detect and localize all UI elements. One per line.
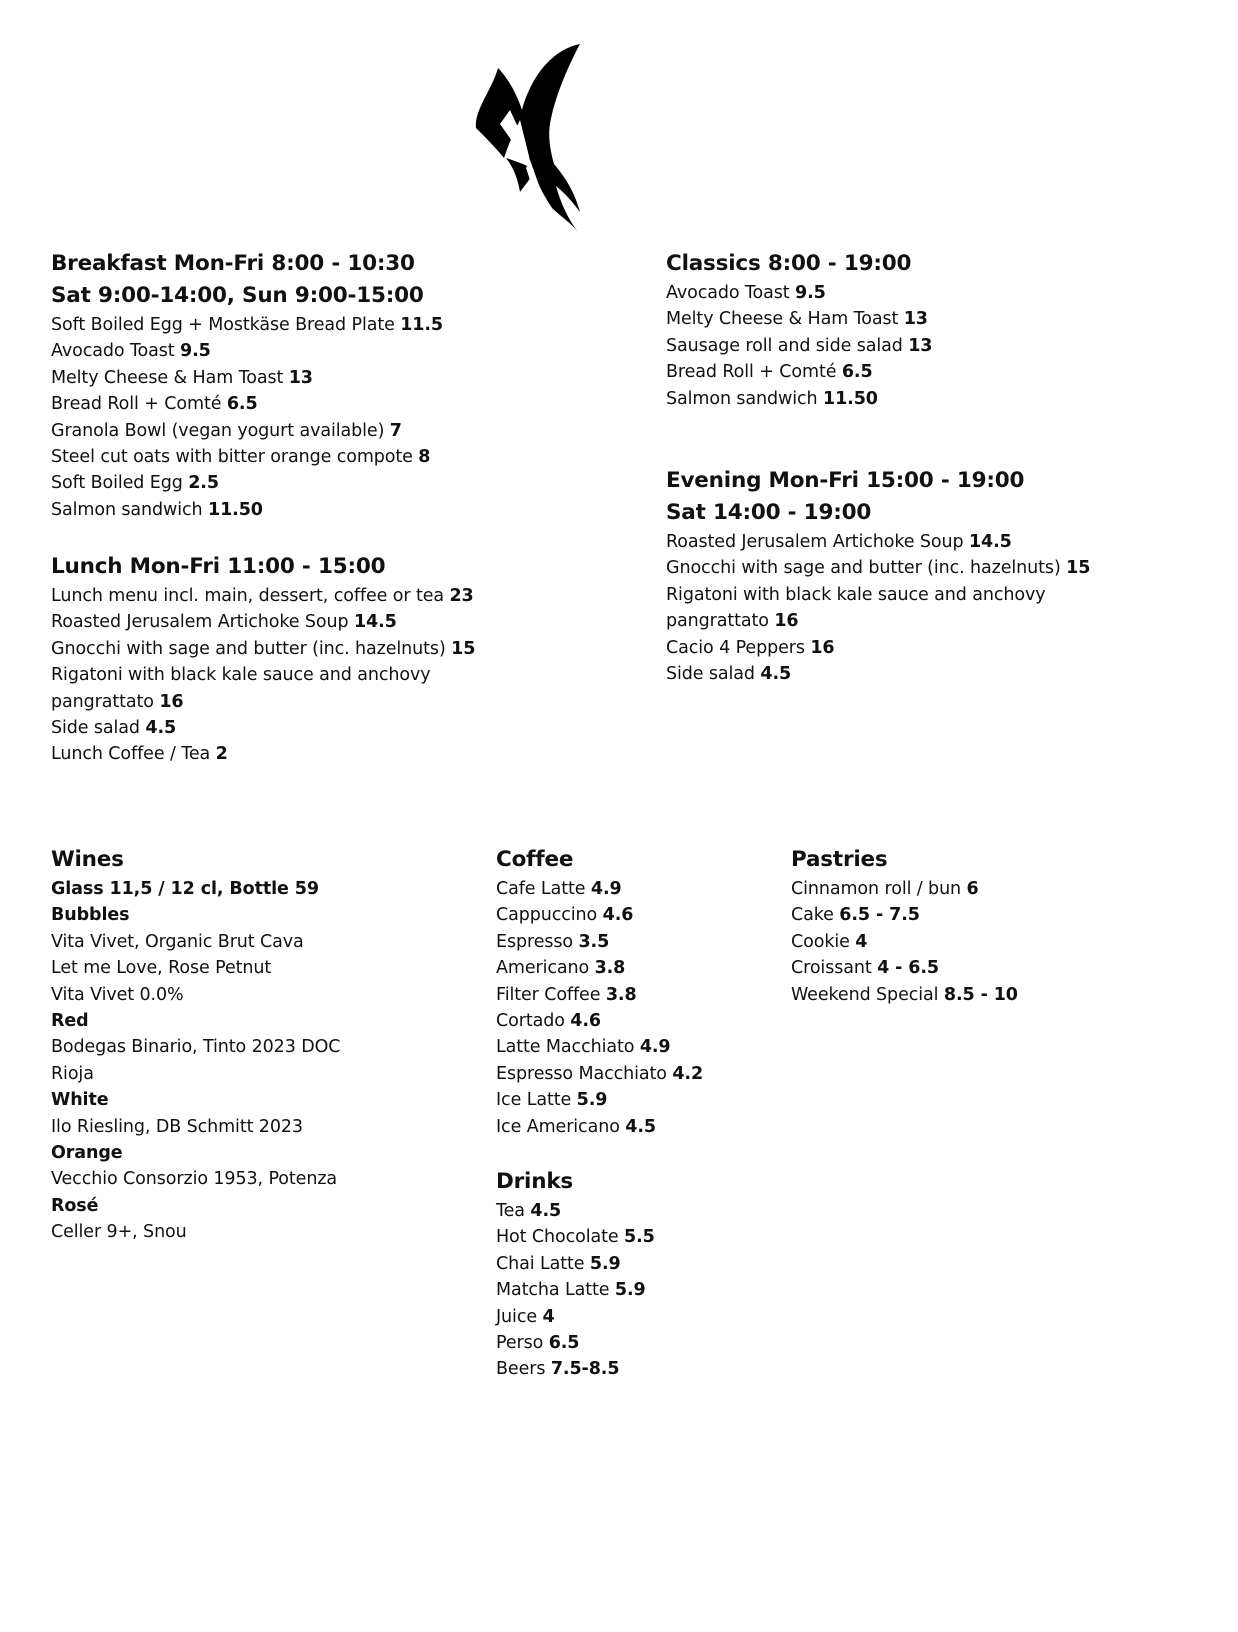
menu-item: Avocado Toast 9.5 xyxy=(51,341,211,362)
menu-item: Salmon sandwich 11.50 xyxy=(666,388,878,409)
menu-item: Juice 4 xyxy=(496,1306,555,1327)
menu-item: Side salad 4.5 xyxy=(666,664,792,685)
menu-item: Cake 6.5 - 7.5 xyxy=(791,905,920,926)
menu-item: Lunch menu incl. main, dessert, coffee or tea 23 xyxy=(51,586,474,606)
menu-item: Roasted Jerusalem Artichoke Soup 14.5 xyxy=(666,532,1012,552)
menu-item: Cappuccino 4.6 xyxy=(496,905,634,926)
classics-list xyxy=(666,280,932,412)
wine-item: Ilo Riesling, DB Schmitt 2023 xyxy=(51,1116,303,1137)
menu-item: Sausage roll and side salad 13 xyxy=(666,335,933,356)
menu-item: Cacio 4 Peppers 16 xyxy=(666,637,835,658)
wine-item: Vita Vivet, Organic Brut Cava xyxy=(51,931,304,952)
wine-category: White xyxy=(51,1090,109,1111)
evening-saturday-heading: Sat 14:00 - 19:00 xyxy=(666,500,872,525)
lunch-list xyxy=(51,583,475,768)
coffee-list xyxy=(496,876,703,1140)
menu-item: Espresso 3.5 xyxy=(496,931,610,952)
menu-item: Steel cut oats with bitter orange compote 8 xyxy=(51,447,431,468)
breakfast-list xyxy=(51,312,443,523)
menu-item: Cortado 4.6 xyxy=(496,1011,601,1032)
wine-category: Orange xyxy=(51,1143,123,1164)
menu-item: Bread Roll + Comté 6.5 xyxy=(666,362,873,383)
menu-item: Weekend Special 8.5 - 10 xyxy=(791,984,1018,1005)
menu-item: Croissant 4 - 6.5 xyxy=(791,958,940,979)
menu-item: Matcha Latte 5.9 xyxy=(496,1280,646,1301)
evening-heading: Evening Mon-Fri 15:00 - 19:00 xyxy=(666,468,1025,493)
menu-item: Beers 7.5-8.5 xyxy=(496,1359,620,1380)
menu-item: Side salad 4.5 xyxy=(51,718,177,739)
classics-section xyxy=(666,248,932,412)
menu-item: Avocado Toast 9.5 xyxy=(666,283,826,303)
drinks-heading: Drinks xyxy=(496,1169,574,1194)
menu-item: Ice Americano 4.5 xyxy=(496,1116,656,1137)
breakfast-heading: Breakfast Mon-Fri 8:00 - 10:30 xyxy=(51,251,415,276)
coffee-section xyxy=(496,844,703,1140)
wine-item: Rioja xyxy=(51,1063,94,1084)
menu-item: Bread Roll + Comté 6.5 xyxy=(51,394,258,415)
wine-item: Vita Vivet 0.0% xyxy=(51,984,184,1005)
menu-item: Rigatoni with black kale sauce and anchovy xyxy=(51,665,431,686)
menu-item: Perso 6.5 xyxy=(496,1333,580,1354)
menu-item: Lunch Coffee / Tea 2 xyxy=(51,744,228,765)
evening-list xyxy=(666,529,1090,687)
drinks-section xyxy=(496,1166,655,1383)
menu-item: pangrattato 16 xyxy=(51,691,184,712)
menu-item: Rigatoni with black kale sauce and anchovy xyxy=(666,584,1046,605)
pastries-section xyxy=(791,844,1018,1008)
menu-item: Melty Cheese & Ham Toast 13 xyxy=(666,309,928,330)
wines-heading: Wines xyxy=(51,847,124,872)
cafe-logo xyxy=(470,40,600,240)
wine-category: Rosé xyxy=(51,1195,99,1216)
lunch-heading: Lunch Mon-Fri 11:00 - 15:00 xyxy=(51,554,386,579)
drinks-list xyxy=(496,1198,655,1383)
menu-item: Melty Cheese & Ham Toast 13 xyxy=(51,367,313,388)
menu-item: Cafe Latte 4.9 xyxy=(496,879,622,899)
wine-category: Red xyxy=(51,1011,89,1032)
lunch-section xyxy=(51,551,475,768)
menu-item: Soft Boiled Egg 2.5 xyxy=(51,473,219,494)
menu-item: Cookie 4 xyxy=(791,931,868,952)
wine-item: Bodegas Binario, Tinto 2023 DOC xyxy=(51,1037,341,1058)
menu-item: Filter Coffee 3.8 xyxy=(496,984,637,1005)
menu-item: pangrattato 16 xyxy=(666,611,799,632)
menu-item: Tea 4.5 xyxy=(496,1201,562,1221)
menu-item: Espresso Macchiato 4.2 xyxy=(496,1063,704,1084)
wines-section xyxy=(51,844,340,1246)
menu-item: Gnocchi with sage and butter (inc. hazelnuts) 15 xyxy=(666,558,1091,579)
classics-heading: Classics 8:00 - 19:00 xyxy=(666,251,912,276)
menu-item: Chai Latte 5.9 xyxy=(496,1253,621,1274)
menu-item: Granola Bowl (vegan yogurt available) 7 xyxy=(51,420,402,441)
wine-item: Vecchio Consorzio 1953, Potenza xyxy=(51,1169,338,1190)
menu-item: Salmon sandwich 11.50 xyxy=(51,499,263,520)
breakfast-weekend-heading: Sat 9:00-14:00, Sun 9:00-15:00 xyxy=(51,283,424,308)
pastries-heading: Pastries xyxy=(791,847,888,872)
wines-list xyxy=(51,876,340,1246)
evening-section xyxy=(666,465,1090,687)
menu-item: Cinnamon roll / bun 6 xyxy=(791,879,979,899)
wine-item: Celler 9+, Snou xyxy=(51,1222,187,1243)
wine-category: Bubbles xyxy=(51,905,130,926)
menu-item: Hot Chocolate 5.5 xyxy=(496,1227,655,1248)
wine-item: Let me Love, Rose Petnut xyxy=(51,958,272,979)
menu-item: Americano 3.8 xyxy=(496,958,626,979)
pastries-list xyxy=(791,876,1018,1008)
breakfast-section xyxy=(51,248,443,523)
menu-item: Gnocchi with sage and butter (inc. hazelnuts) 15 xyxy=(51,638,476,659)
wine-pricing: Glass 11,5 / 12 cl, Bottle 59 xyxy=(51,879,319,899)
menu-item: Ice Latte 5.9 xyxy=(496,1090,608,1111)
menu-item: Latte Macchiato 4.9 xyxy=(496,1037,671,1058)
coffee-heading: Coffee xyxy=(496,847,574,872)
menu-item: Roasted Jerusalem Artichoke Soup 14.5 xyxy=(51,612,397,633)
menu-item: Soft Boiled Egg + Mostkäse Bread Plate 11.5 xyxy=(51,315,444,335)
